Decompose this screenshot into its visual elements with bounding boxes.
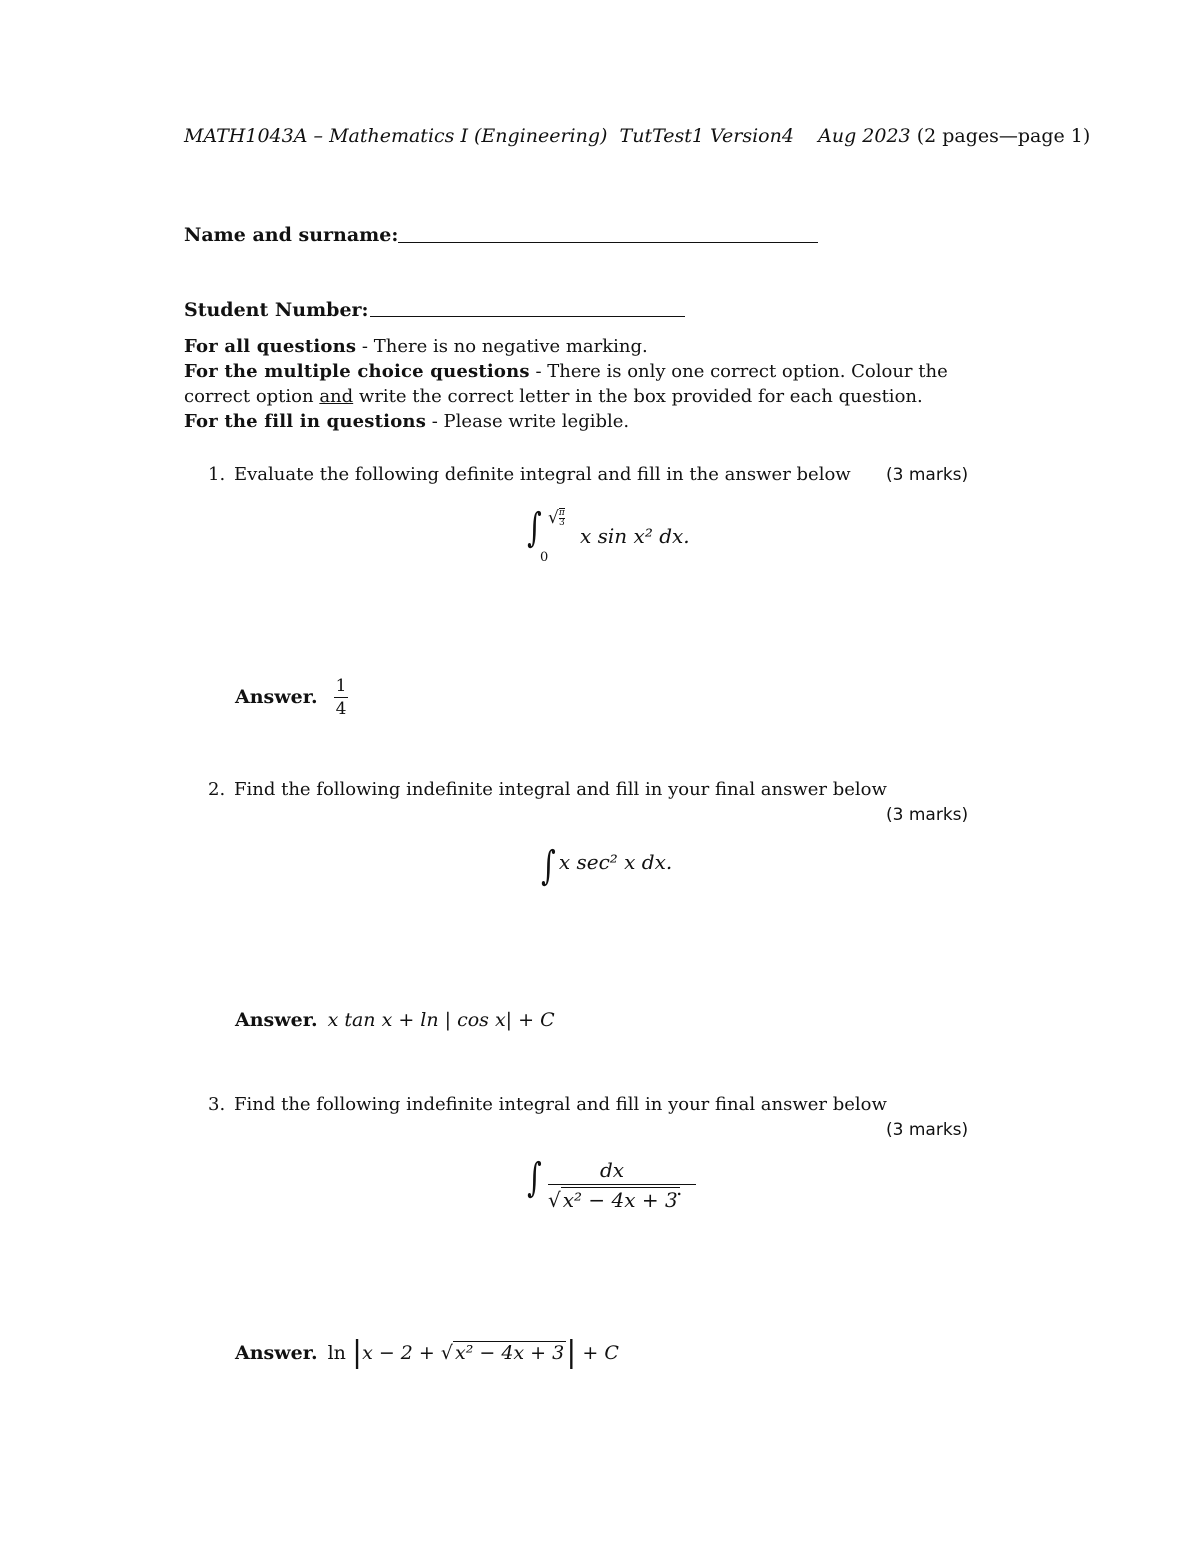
question-number: 2. xyxy=(208,779,226,800)
integral-sign: ∫ xyxy=(541,843,556,889)
name-label: Name and surname: xyxy=(184,224,399,246)
question-number: 3. xyxy=(208,1094,226,1115)
course-code: MATH1043A xyxy=(184,125,308,147)
question-1-answer xyxy=(235,678,348,718)
question-3 xyxy=(208,1094,887,1115)
answer-denominator: 4 xyxy=(335,699,347,719)
integral-sign: ∫ xyxy=(527,1155,542,1201)
question-text: Evaluate the following definite integral and fill in the answer below xyxy=(234,464,851,485)
integral-period: . xyxy=(676,1176,683,1200)
fraction-bar xyxy=(548,1184,696,1185)
question-2-answer xyxy=(235,1009,555,1031)
answer-ln: ln xyxy=(327,1342,346,1364)
question-text: Find the following indefinite integral and fill in your final answer below xyxy=(234,779,887,800)
answer-inner: x − 2 + xyxy=(362,1342,441,1364)
question-2 xyxy=(208,779,887,800)
name-input-line[interactable] xyxy=(398,242,818,243)
answer-fraction xyxy=(334,678,349,718)
instructions xyxy=(184,334,984,434)
question-1 xyxy=(208,464,851,485)
question-3-integral xyxy=(524,1155,694,1218)
question-number: 1. xyxy=(208,464,226,485)
answer-tail: + C xyxy=(576,1342,619,1364)
abs-right-bar: | xyxy=(566,1335,577,1370)
abs-left-bar: | xyxy=(351,1335,363,1370)
question-1-integral xyxy=(524,506,694,568)
answer-label: Answer. xyxy=(235,1342,318,1364)
test-version: TutTest1 Version4 xyxy=(619,125,794,147)
page-header xyxy=(184,125,1090,147)
instruction-all: For all questions - There is no negative marking. xyxy=(184,336,648,357)
integral-denominator: √ x² − 4x + 3 xyxy=(548,1188,678,1212)
answer-label: Answer. xyxy=(235,1009,318,1031)
answer-numerator: 1 xyxy=(335,676,347,696)
integral-sign: ∫ xyxy=(527,505,542,551)
question-2-marks: (3 marks) xyxy=(886,805,969,825)
test-date: Aug 2023 xyxy=(818,125,911,147)
integral-lower-limit: 0 xyxy=(540,550,549,565)
question-2-integral xyxy=(538,843,673,889)
integral-numerator: dx xyxy=(600,1158,625,1182)
question-text: Find the following indefinite integral and fill in your final answer below xyxy=(234,1094,887,1115)
question-1-marks: (3 marks) xyxy=(886,465,969,485)
header-dash: – xyxy=(313,125,324,147)
instruction-multiple-choice: For the multiple choice questions - There is only one correct option. Colour the correct option and write the correct letter in the box provided for each question. xyxy=(184,361,948,407)
answer-label: Answer. xyxy=(235,686,318,708)
page-count: (2 pages—page 1) xyxy=(916,125,1091,147)
course-title: Mathematics I (Engineering) xyxy=(329,125,608,147)
integrand: x sin x² dx. xyxy=(580,524,690,548)
question-3-answer: Answer. ln |x − 2 + √ x² − 4x + 3| + C xyxy=(235,1335,619,1370)
integrand: x sec² x dx. xyxy=(558,850,673,874)
answer-expression: x tan x + ln | cos x| + C xyxy=(327,1009,555,1031)
question-3-marks: (3 marks) xyxy=(886,1120,969,1140)
student-number-label: Student Number: xyxy=(184,299,369,321)
answer-radicand: x² − 4x + 3 xyxy=(454,1342,565,1364)
instruction-fill-in: For the fill in questions - Please write legible. xyxy=(184,411,630,432)
student-number-input-line[interactable] xyxy=(370,316,685,317)
integral-upper-limit: √ $\frac{\pi}{3}$ xyxy=(548,508,565,528)
